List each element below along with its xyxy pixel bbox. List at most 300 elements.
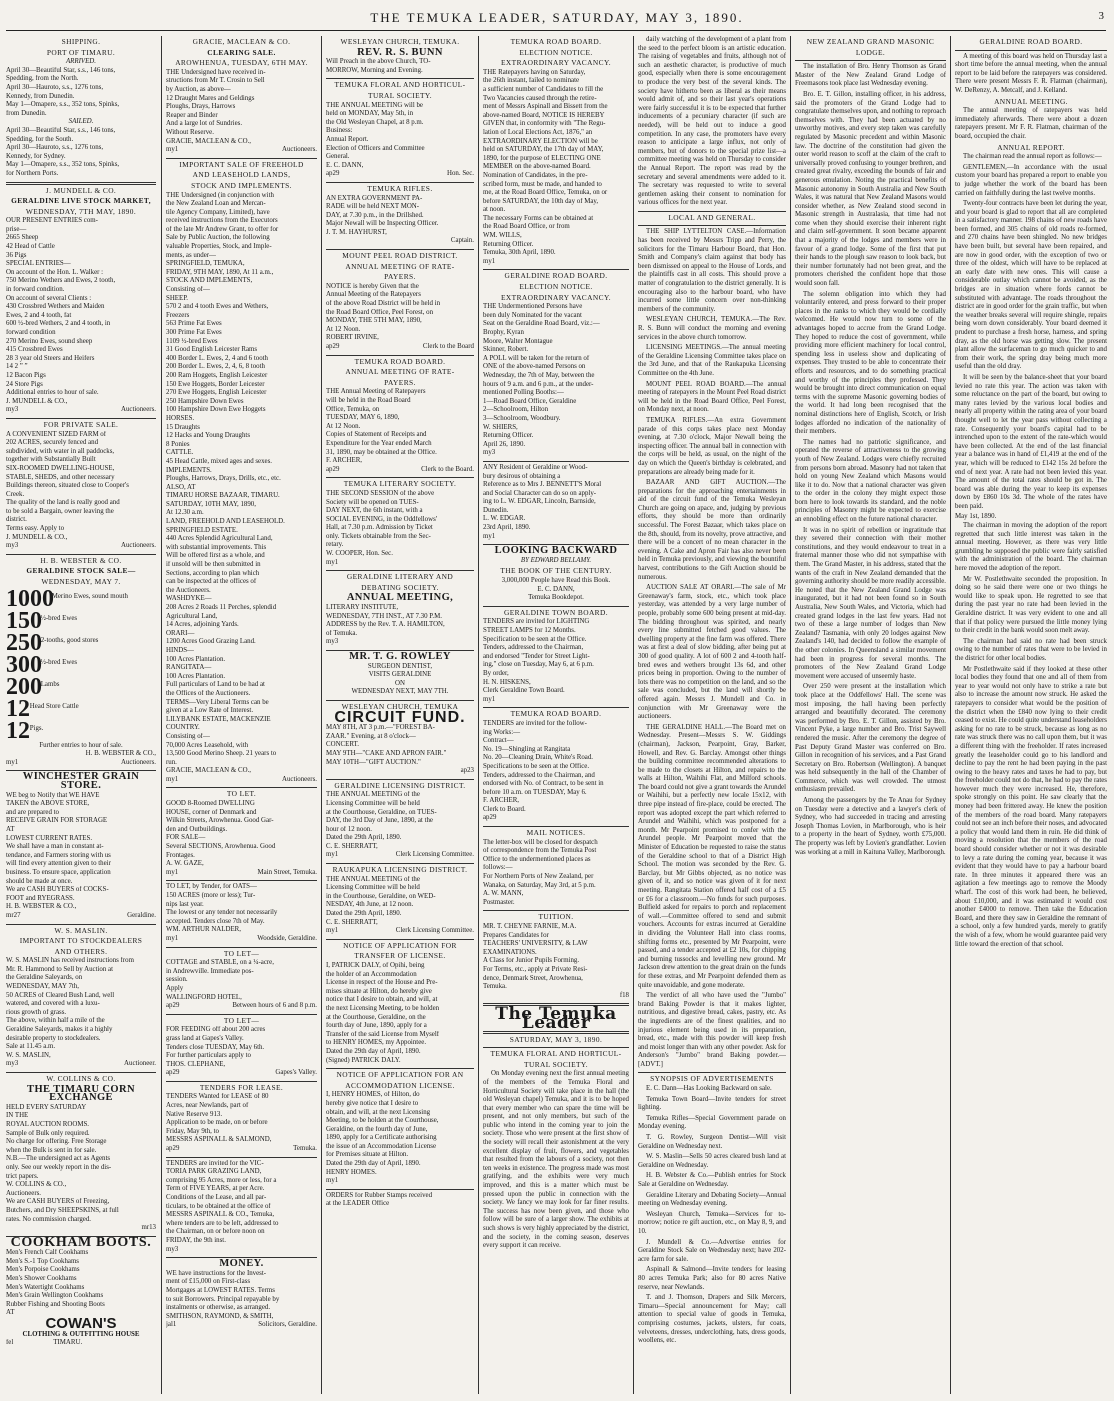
text-line: Returning Officer.: [483, 240, 534, 248]
text-line: ment of Messrs Aspinall and Bissett from the: [483, 103, 608, 111]
collins-ad: [6, 1075, 156, 1233]
text-line: GRACIE, MACLEAN & CO.,: [166, 767, 251, 775]
section-rule: [483, 826, 629, 827]
text-line: 31, 1890, may be obtained at the Office.: [326, 448, 437, 456]
article-continuation: [638, 36, 786, 208]
text-line: Temuka.: [483, 983, 507, 991]
text-line: Major Newall will be Inspecting Officer.: [326, 220, 439, 228]
text-line: A POLL will be taken for the return of: [483, 354, 590, 362]
text-line: Several SECTIONS, Arowhenua. Good: [166, 843, 276, 851]
text-line: by Auction, as above—: [166, 85, 231, 93]
firm-name: J. MUNDELL & CO.: [45, 185, 117, 195]
ad-ref: my1: [483, 695, 496, 703]
victoria-park-ad: [166, 1160, 317, 1255]
notice-heading: TEMUKA RIFLES.: [367, 183, 433, 193]
geraldine-literary-notice: [326, 573, 474, 647]
text-line: F. ARCHER,: [483, 797, 520, 805]
text-line: RECEIVE GRAIN FOR STORAGE: [6, 817, 108, 825]
paragraph: The verdict of all who have used the "Jumbo" brand Baking Powder is that it makes lighter, nutritious, and digestive bread, cakes, pastry, etc. As the ingredients are of the finest qualities, and no injurious element being used in its preparation, bread, etc., made with this powder will keep fresh and moist longer than with any other powder. Ask for Anderson's "Jumbo" brand Baking powder.—[ADVT.]: [638, 992, 786, 1068]
section-rule: [326, 249, 474, 250]
section-rule: [326, 477, 474, 478]
arrived-list: [6, 67, 156, 119]
text-line: Terms easy. Apply to: [6, 525, 65, 533]
text-line: FRIDAY, the 9th inst.: [166, 1236, 226, 1244]
ad-heading-3: STOCK AND IMPLEMENTS.: [191, 180, 292, 190]
text-line: Mr. R. Hammond to Sell by Auction at: [6, 965, 113, 973]
notice-lines: [326, 724, 474, 767]
text-line: The quality of the land is really good and: [6, 499, 120, 507]
text-line: THOS. CLEPHANE,: [166, 1060, 226, 1068]
text-line: Clerk Geraldine Town Board.: [483, 687, 565, 695]
ad-lines: [166, 883, 317, 935]
text-line: ROBERT IRVINE,: [326, 334, 379, 342]
text-line: L. W. EDGAR.: [483, 515, 526, 523]
money-ad: [166, 1260, 317, 1330]
ad-title: GERALDINE STOCK SALE—: [26, 566, 136, 576]
text-line: received instructions from the Executors: [166, 217, 278, 225]
text-line: Dated the 29th day of April, 1890.: [326, 1047, 421, 1055]
text-line: TERMS—Very Liberal Terms can be: [166, 698, 269, 706]
section-rule: [326, 355, 474, 356]
text-line: THE Undermentioned Persons have: [483, 303, 583, 311]
article-heading: GERALDINE ROAD BOARD.: [979, 37, 1083, 46]
text-line: 300 Prime Fat Ewes: [166, 329, 222, 336]
section-rule: [166, 787, 317, 788]
notice-lines: [326, 388, 474, 465]
text-line: W. COLLINS & CO.,: [6, 1181, 67, 1189]
text-line: 1—Road Board Office, Geraldine: [483, 397, 577, 405]
rowley-notice: [326, 653, 474, 697]
text-line: AN EXTRA GOVERNMENT PA-: [326, 194, 423, 202]
ad-ref: ap29: [483, 814, 497, 822]
text-line: 2665 Sheep: [6, 234, 39, 242]
paragraph: THE GERALDINE HALL.—The Board met on Wednesday. Present—Messrs S. W. Giddings (chairman), Jackson, Pearpoint, Gray, Barker, Howell, and Rev. G. Barclay. Amongst other things the building committee recommended alterations to be made to the closets at Hilton, and repairs to the walls at Hilton, Waihihi Flat, and Milford schools. The board could not give a grant towards the Arundel or Waihihi, but a perfectly new locale 15x12, with three pipe instead of fire-place, could be erected. The report was adopted except the part which referred to Arundel and Waihihi, which was postponed for a month. Mr Pearpoint promised to confer with the Arundel people. Mr Pearpoint moved that the Minister of Education be requested to raise the status of the Geraldine school to that of a District High School. The motion was seconded by the Rev. G. Barclay, but Mr Gibbs objected, as no notice was given of it, and so notice was given of it for next meeting. Rangitata Station offered half cost of a £5 or £6 for a classroom.—No funds for such purposes. Bulfield asked for repairs to porch and replacement of wall.—Committee offered to send and submit vouchers. Accounts for extras incurred at Geraldine in dividing the Volunteer Hall into class rooms, shifting forms etc., presented by Mr Pearpoint, were passed, and a tender accepted at £2 10s, for chipping and burning tussocks and levelling new ground. Mr Jackson drew attention to the great drain on the funds for these extras, and Mr Pearpoint defended them as quite unavoidable, and gone moderate.: [638, 723, 786, 989]
paragraph: The installation of Bro. Henry Thomson as Grand Master of the New Zealand Grand Lodge of Freemasons took place last Wednesday evening.: [795, 63, 946, 88]
notice-heading-3: EXTRAORDINARY VACANCY.: [501, 58, 611, 68]
text-line: the Offices of the Auctioneers.: [166, 689, 251, 697]
text-line: 415 Crossbred Ewes: [6, 346, 63, 354]
text-line: GRACIE, MACLEAN & CO.,: [166, 137, 251, 145]
section-rule: [6, 418, 156, 419]
geraldine-road-election-notice: [483, 272, 629, 457]
text-line: Mortgages at LOWEST RATES. Terms: [166, 1286, 275, 1294]
text-line: TENDERS are invited for the VIC-: [166, 1159, 264, 1167]
text-line: above-named Board, NOTICE IS HEREBY: [483, 111, 605, 119]
text-line: THE SECOND SESSION of the above: [326, 489, 435, 497]
paragraph: THE SHIP LYTTELTON CASE.—Information has been received by Messrs Tripp and Perry, the solicitors for the Timaru Harbour Board, that Hon. Smith and Company's claim against that body has been dismissed on appeal to the House of Lords, and the plaintiffs cast in all costs. This should prove a matter of congratulation to the district generally. It is encouraging also to the harbour board, who have incurred some little concern over non-thinking members of the community.: [638, 228, 786, 313]
stock-list: [6, 588, 156, 742]
text-line: C. E. SHERRATT,: [326, 842, 378, 850]
ad-ref: ap29: [326, 465, 340, 473]
notice-heading: TEMUKA LITERARY SOCIETY.: [343, 479, 457, 489]
text-line: 570 2 and 4 tooth Ewes and Wethers,: [166, 303, 269, 311]
text-line: THE ANNUAL MEETING of the: [326, 791, 420, 799]
ad-signature-role: Clerk to the Board: [422, 343, 474, 350]
text-line: follows:—: [483, 864, 513, 872]
text-line: ing," close on Tuesday, May 6, at 6 p.m.: [483, 661, 594, 669]
section-rule: [638, 211, 786, 212]
ad-signature-role: Auctioneers.: [281, 775, 317, 783]
article-body: [955, 53, 1107, 96]
section-rule: [638, 1072, 786, 1073]
text-line: 12 Draught Mares and Geldings: [166, 94, 255, 102]
text-line: For Northern Ports of New Zealand, per: [483, 873, 594, 881]
column-divider: [321, 36, 322, 1394]
text-line: Meeting, to be holden at the Courthouse,: [326, 1117, 439, 1125]
tuition-ad: [483, 913, 629, 1000]
notice-lines: [326, 102, 474, 171]
text-line: in the Courthouse, Geraldine, on WED-: [326, 892, 436, 900]
section-rule: [166, 880, 317, 881]
text-line: 42 Head of Cattle: [6, 243, 55, 251]
text-line: subdivided, with water in all paddocks,: [6, 447, 115, 455]
text-line: HENRY HOMES.: [326, 1168, 377, 1176]
text-line: SHEEP.: [166, 294, 189, 302]
wesleyan-notice: [326, 38, 474, 75]
notice-heading-2: TURAL SOCIETY.: [368, 90, 432, 100]
text-line: MR. T. CHEYNE FARNIE, M.A.: [483, 923, 577, 930]
text-line: Butchers, and Dry SHEEPSKINS, at full: [6, 1206, 119, 1214]
text-line: E. C. DANN,: [326, 161, 364, 169]
text-line: MAY 8TH, AT 3 p.m.—"FOREST BA-: [326, 724, 435, 732]
text-line: the Road Board Office, or from: [483, 223, 570, 231]
text-line: 200 Border L. Ewes, 2, 4, 6, 8 tooth: [166, 363, 265, 371]
notice-heading-3: EXTRAORDINARY VACANCY.: [501, 292, 611, 302]
text-line: SOCIAL EVENING, in the Oddfellows': [326, 515, 438, 523]
paragraph: Among the passengers by the Te Anau for Sydney on Tuesday were a detective and a lawyer's clerk of Sydney, who had succeeded in tracing and arresting Joseph Thomas Lovien, in Marlborough, who is heir to a property in the heart of Sydney, worth £75,000. The property was left by Lovien's grandfather. Lovien was working at a mill in Kaituna Valley, Marlborough.: [795, 797, 946, 856]
text-line: the Auctioneers.: [166, 586, 211, 594]
text-line: 430 Crossbred Wethers and Maiden: [6, 303, 105, 311]
resident-notice: [483, 464, 629, 541]
text-line: Kennedy, from Dunedin.: [6, 92, 75, 100]
stock-item: [6, 632, 156, 654]
text-line: SIX-ROOMED DWELLING-HOUSE,: [6, 464, 115, 472]
text-line: SPRINGFIELD, TEMUKA,: [166, 260, 245, 268]
text-line: NOTICE is hereby Given that the: [326, 282, 419, 290]
paragraph: W. S. Maslin—Sells 50 acres cleared bush land at Geraldine on Wednesday.: [638, 1153, 786, 1169]
text-line: when the Bulk is sent in for sale.: [6, 1146, 97, 1154]
text-line: ment of £15,000 on First-class: [166, 1278, 251, 1286]
text-line: By order,: [483, 669, 509, 677]
text-line: 563 Prime Fat Ewes: [166, 320, 222, 328]
paragraph: The annual meeting of ratepayers was held immediately afterwards. There were about a dozen ratepayers present. Mr F. R. Flatman, chairman of the board, occupied the chair.: [955, 107, 1107, 140]
notice-heading: MOUNT PEEL ROAD DISTRICT.: [342, 251, 458, 261]
notice-lines: [326, 1091, 474, 1177]
section-rule: [326, 570, 474, 571]
text-line: Sections, according to plan which: [166, 569, 260, 577]
column-divider: [478, 36, 479, 1394]
text-line: CATTLE.: [166, 449, 194, 457]
ad-signature: H. B. WEBSTER & CO.,: [85, 750, 156, 758]
text-line: Contract—: [483, 737, 514, 745]
notice-heading: WESLEYAN CHURCH, TEMUKA: [341, 701, 459, 711]
text-line: Transfer of the said License from Myself: [326, 1030, 440, 1038]
text-line: E. C. DANN,: [537, 585, 575, 593]
text-line: NESDAY, 4th June, at 12 noon.: [326, 901, 414, 909]
notice-lines: [326, 604, 474, 638]
stock-description: Pigs.: [28, 724, 44, 732]
text-line: TAKEN the ABOVE STORE,: [6, 800, 90, 808]
text-line: forward condition: [6, 329, 56, 336]
ad-ref: my1: [326, 558, 339, 566]
column-1: [6, 36, 156, 1396]
text-line: 150 Ewe Hoggets, Border Leicester: [166, 380, 265, 388]
ad-signature-role: Between hours of 6 and 8 p.m.: [232, 1002, 317, 1010]
section-rule: [326, 779, 474, 780]
article-body: [795, 63, 946, 857]
ad-title-2: AND OTHERS.: [54, 946, 108, 956]
notice-lines: [483, 839, 629, 908]
text-line: VISITS GERALDINE: [368, 671, 432, 679]
text-line: Application to be made, on or before: [166, 1119, 268, 1127]
text-line: Buildings thereon, situated close to Cooper's: [6, 482, 129, 490]
text-line: business. To ensure space, application: [6, 868, 111, 876]
notice-heading: GERALDINE TOWN BOARD.: [504, 607, 608, 617]
text-line: TO LET, by Tender, for OATS—: [166, 883, 257, 891]
ad-lines: [6, 431, 156, 543]
stock-count: 150: [6, 609, 42, 632]
text-line: Two Vacancies caused through the retire-: [483, 94, 597, 102]
text-line: to HENRY HOMES, my Appointee.: [326, 1039, 427, 1047]
geraldine-licensing-notice: [326, 782, 474, 860]
text-line: Office to the undermentioned places as: [483, 855, 591, 863]
text-line: 2—Schoolroom, Hilton: [483, 406, 549, 414]
ad-heading-2: THE BOOK OF THE CENTURY.: [500, 566, 612, 576]
notice-heading: GERALDINE ROAD BOARD.: [504, 271, 608, 281]
text-line: THE ANNUAL MEETING will be: [326, 101, 423, 109]
text-line: Specification to be seen at the Office.: [483, 635, 587, 643]
text-line: General.: [326, 153, 350, 161]
text-line: Wanaka, on Saturday, May 3rd, at 5 p.m.: [483, 881, 596, 889]
text-line: I, HENRY HOMES, of Hilton, do: [326, 1091, 420, 1099]
text-line: Rubber Fishing and Shooting Boots: [6, 1300, 105, 1308]
ad-lines: [483, 923, 629, 992]
port-heading: PORT OF TIMARU.: [46, 47, 116, 57]
text-line: Dated the 29th April, 1890.: [326, 834, 402, 842]
text-line: W. SHIERS,: [483, 423, 518, 431]
text-line: Prepares Candidates for: [483, 931, 549, 939]
article-heading: TEMUKA FLORAL AND HORTICUL-: [490, 1049, 622, 1059]
text-line: W. COOPER, Hon. Sec.: [326, 550, 393, 558]
ad-ref: mr27: [6, 911, 21, 919]
ad-lines: [6, 792, 156, 912]
ad-signature-role: Clerk Licensing Committee.: [395, 927, 474, 935]
text-line: Conditions of the Lease, and all par-: [166, 1194, 267, 1201]
text-line: before SATURDAY, the 10th day of May,: [483, 197, 599, 205]
ad-heading: COOKHAM BOOTS.: [10, 1234, 152, 1250]
text-line: We are CASH BUYERS of Freezing,: [6, 1198, 110, 1206]
text-line: THE Annual Meeting of Ratepayers: [326, 388, 426, 396]
ad-signature-role: Gapes's Valley.: [275, 1069, 317, 1077]
text-line: 15 Draughts: [166, 423, 200, 431]
mail-notices: [483, 829, 629, 907]
paragraph: The chairman had said no rate had been struck owing to the number of rates that were to be levied in the district for other local bodies.: [955, 637, 1107, 662]
notice-heading-2: ELECTION NOTICE.: [519, 282, 593, 292]
text-line: valuable Properties, Stock, and Imple-: [166, 243, 272, 251]
text-line: WM. WILLS,: [483, 232, 522, 240]
ad-signature-role: Clerk Licensing Committee.: [395, 851, 474, 859]
ad-signature-role: Auctioneers.: [120, 542, 156, 550]
firm-name: W. S. MASLIN.: [54, 925, 108, 935]
text-line: Friday, May 9th, to: [166, 1127, 219, 1135]
ad-ref: my3: [326, 638, 339, 646]
notice-heading-3: PAYERS.: [384, 377, 416, 387]
text-line: 1890, apply for a Certificate authorising: [326, 1134, 437, 1142]
notice-lines: [326, 876, 474, 928]
text-line: and are prepared to: [6, 808, 59, 816]
section-rule: [483, 1047, 629, 1048]
text-line: FRIDAY, 9TH MAY, 1890, At 11 a.m.,: [166, 268, 274, 276]
text-line: Temuka, 30th April, 1890.: [483, 249, 556, 257]
tenders-lease-ad: [166, 1084, 317, 1154]
stock-description: Merino Ewes, sound mouth: [50, 592, 128, 600]
stock-count: 300: [6, 653, 42, 676]
paragraph: A meeting of this board was held on Thursday last a short time before the annual meeting, when the annual report to be laid before the ratepayers was considered. There were present Messrs F. R. Flatman (chairman), W. DeRenzy, A. Metcalf, and J. Kelland.: [955, 52, 1107, 94]
text-line: Apply: [166, 984, 184, 992]
text-line: Dunedin.: [483, 506, 509, 514]
text-line: structions from Mr T. Crosin to Sell: [166, 77, 265, 85]
text-line: Without Reserve.: [166, 128, 214, 136]
text-line: WEDNESDAY NEXT, MAY 7TH.: [351, 688, 449, 696]
text-line: ALSO, AT: [166, 483, 196, 491]
section-rule: [326, 1189, 474, 1190]
text-line: Creek.: [6, 490, 25, 498]
text-line: CONCERT.: [326, 741, 359, 749]
mount-peel-notice: [326, 252, 474, 352]
text-line: IMPLEMENTS.: [166, 466, 212, 474]
text-line: Copies of Statement of Receipts and: [326, 431, 427, 439]
section-rule: [483, 910, 629, 911]
text-line: SPECIAL ENTRIES—: [6, 260, 71, 268]
text-line: Temuka Bookdepot.: [528, 594, 584, 602]
text-line: in forward condition.: [6, 286, 65, 294]
text-line: Men's Grain Wellington Cookhams: [6, 1292, 104, 1300]
text-line: EXTRAORDINARY ELECTION will be: [483, 137, 598, 145]
text-line: GOOD 8-Roomed DWELLING: [166, 800, 255, 808]
text-line: SMITHSON, RAYMOND, & SMITH,: [166, 1312, 274, 1320]
ad-heading: TO LET—: [223, 948, 260, 958]
text-line: hour of 12 noon.: [326, 825, 372, 833]
text-line: at noon.: [483, 206, 506, 214]
text-line: MESSRS ASPINALL & SALMOND,: [166, 1136, 272, 1144]
text-line: Agricultural Land,: [166, 612, 218, 620]
text-line: ANY Resident of Geraldine or Wood-: [483, 463, 588, 471]
stock-item: [6, 654, 156, 676]
text-line: 1890, for the purpose of ELECTING ONE: [483, 154, 601, 162]
section-rule: [166, 1157, 317, 1158]
text-line: For further particulars apply to: [166, 1052, 251, 1060]
text-line: scribed form, must be made, and handed to: [483, 180, 602, 188]
text-line: HINDS—: [166, 646, 194, 654]
winchester-ad: [6, 773, 156, 920]
text-line: TUESDAY, MAY 6, 1890,: [326, 414, 400, 422]
notice-heading-2: ELECTION NOTICE.: [519, 47, 593, 57]
text-line: run.: [166, 758, 177, 766]
ad-date: WEDNESDAY, MAY 7.: [41, 577, 121, 587]
text-line: obtain, and will, at the next Licensing: [326, 1108, 431, 1116]
text-line: Business:: [326, 127, 353, 135]
section-rule: [483, 606, 629, 607]
paragraph: WESLEYAN CHURCH, TEMUKA.—The Rev. R. S. Bunn will conduct the morning and evening services in the above church tomorrow.: [638, 316, 786, 341]
text-line: the 26th instant, failed to nominate: [483, 77, 580, 85]
text-line: tile Agency Company, Limited), have: [166, 208, 270, 216]
notice-lines: [326, 195, 474, 238]
article-date: May 1st, 1890.: [955, 513, 997, 521]
text-line: Kennedy, for Sydney.: [6, 152, 66, 160]
text-line: Frontages.: [166, 851, 195, 859]
ad-signature-role: Geraldine.: [127, 911, 156, 919]
ad-signature-role: Auctioneers.: [281, 146, 317, 154]
looking-backward-ad: [483, 547, 629, 603]
notice-heading-2: ANNUAL MEETING OF RATE-: [345, 367, 455, 377]
text-line: to be sold a Bargain, owner leaving the: [6, 507, 114, 515]
text-line: Sale by Public Auction, the following: [166, 234, 270, 242]
notice-lines: [483, 464, 629, 533]
text-line: hereby give notice that I desire to: [326, 1099, 419, 1107]
text-line: Tenders, addressed to the Chairman, and: [483, 771, 595, 779]
text-line: No charge for offering. Free Storage: [6, 1138, 107, 1146]
text-line: 14 2 ” ”: [6, 363, 28, 371]
homes-license-notice: [326, 1071, 474, 1186]
text-line: WM. ARTHUR NALDER,: [166, 926, 241, 934]
text-line: HELD EVERY SATURDAY: [6, 1103, 87, 1111]
text-line: ON: [395, 679, 405, 687]
text-line: 100 Acres Plantation.: [166, 672, 226, 680]
text-line: ROYAL AUCTION ROOMS.: [6, 1120, 90, 1128]
text-line: ments, as under—: [166, 251, 216, 259]
ad-ref: ap29: [166, 1145, 180, 1153]
text-line: in Andrewville. Immediate pos-: [166, 967, 254, 975]
notice-heading: NOTICE OF APPLICATION FOR: [343, 940, 457, 950]
text-line: THE Undersigned have received in-: [166, 68, 266, 76]
notice-lines: [326, 962, 474, 1065]
text-line: rates. No commission charged.: [6, 1215, 92, 1223]
text-line: the New Zealand Loan and Mercan-: [166, 200, 266, 208]
text-line: HORSES.: [166, 414, 195, 422]
text-line: HOUSE, corner of Denmark and: [166, 808, 257, 816]
text-line: 270 Ewe Hoggets, English Leicester: [166, 389, 267, 397]
stock-item: [6, 676, 156, 698]
sailed-label: SAILED.: [68, 118, 94, 126]
article-heading: NEW ZEALAND GRAND MASONIC: [806, 37, 935, 46]
paragraph: daily watching of the development of a plant from the seed to the perfect bloom is an artistic education. The raising of vegetables and fruits, although not of such an aesthetic character, is productive of much good, especially when there is some encouragement to produce the very best of the several kinds. The society have hitherto been as liberal as their means would admit of, and so their last year's operations were fairly successful it is to be expected that further inducements of a pecuniary character (if such are needed), will be held out to induce a good competition. In any case, the promoters have every reason to anticipate a large influx, not only of members, but of donors to the special prize list—a committee meeting was held on Thursday to consider the Annual Report. The report was read by the secretary and several amendments were added to it. The secretary was requested to write to several gentlemen asking their consent to nomination for various offices for the next year.: [638, 36, 786, 207]
text-line: from Dunedin.: [6, 109, 47, 117]
text-line: for Premises situate at Hilton.: [326, 1151, 409, 1159]
text-line: 750 Merino Wethers and Ewes, 2 tooth,: [6, 277, 116, 285]
ad-title: IMPORTANT TO STOCKDEALERS: [19, 936, 143, 946]
text-line: A. W. GAZE,: [166, 860, 204, 868]
column-2: [166, 36, 317, 1396]
text-line: STOCK AND IMPLEMENTS,: [166, 277, 253, 285]
text-line: THE ANNUAL MEETING of the: [326, 875, 420, 883]
text-line: STABLE, SHEDS, and other necessary: [6, 473, 115, 481]
text-line: On account of several Clients :: [6, 294, 92, 302]
text-line: Term of FIVE YEARS, at per Acre.: [166, 1185, 265, 1193]
ad-ref: my1: [326, 927, 339, 935]
notice-heading: TEMUKA ROAD BOARD.: [354, 356, 446, 366]
text-line: of the above Road District will be held in: [326, 300, 441, 308]
article-heading-2: TURAL SOCIETY.: [524, 1059, 588, 1069]
text-line: TENDERS are invited for LIGHTING: [483, 618, 590, 626]
section-rule: [166, 947, 317, 948]
paragraph: The chairman read the annual report as follows:—: [963, 153, 1102, 161]
text-line: H. B. WEBSTER & CO.,: [6, 903, 77, 911]
ad-ref: my1: [166, 934, 179, 942]
text-line: RADE will be held NEXT MON-: [326, 203, 420, 211]
notice-heading: TEMUKA ROAD BOARD.: [510, 37, 602, 46]
text-line: been duly Nominated for the vacant: [483, 311, 582, 319]
text-line: Wednesday, the 7th of May, between the: [483, 371, 595, 379]
